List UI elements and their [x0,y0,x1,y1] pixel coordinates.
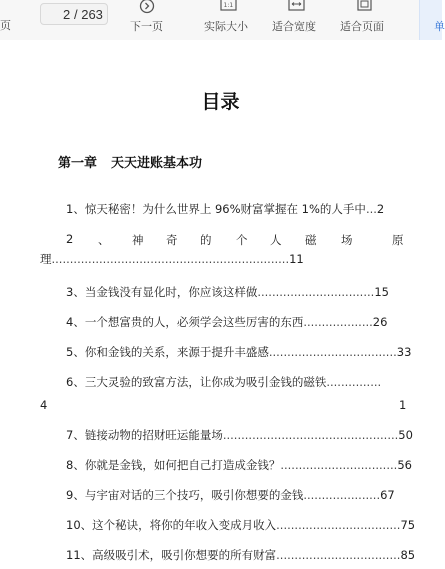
toc-entry-text: 1、惊天秘密！为什么世界上 96%财富掌握在 1%的人手中 [66,202,366,216]
toc-entry-page: 56 [397,458,412,472]
chapter-heading [58,152,202,171]
toc-entry-page: 2 [376,202,385,216]
toc-entry-line [66,375,381,389]
toc-entry-text: 4、一个想富贵的人，必须学会这些厉害的东西 [66,315,304,329]
toc-entry-text: 3、当金钱没有显化时，你应该这样做 [66,285,258,299]
toc-entry-continuation [40,252,304,266]
toc-entry-text: 理 [40,252,52,266]
toc-entry-dots: ............... [326,375,382,389]
page-title: 目录 [201,91,240,113]
page-number-input[interactable] [40,3,108,25]
toc-entry-page: 50 [398,428,413,442]
single-page-label-fragment: 单 [434,21,445,33]
toc-entry-page-part: 4 [40,398,48,412]
toc-entry-char: 奇 [166,233,178,247]
toc-entry-dots: ................................................ [222,428,399,442]
toc-entry[interactable] [66,488,395,502]
toc-entry-dots: .................................. [276,518,401,532]
toc-entry-text: 8、你就是金钱，如何把自己打造成金钱？ [66,458,281,472]
prev-page-label-fragment[interactable]: 页 [0,20,11,32]
current-page[interactable]: 2 [63,7,71,22]
toc-entry-text: 10、这个秘诀，将你的年收入变成月收入 [66,518,277,532]
toc-entry-char: 、 [98,233,110,247]
toc-entry-text: 6、三大灵验的致富方法，让你成为吸引金钱的磁铁 [66,375,327,389]
toc-entry-dots: .................................. [276,548,401,562]
single-page-button[interactable] [419,0,445,40]
toc-entry[interactable] [66,345,411,359]
fit-page-label: 适合页面 [340,21,384,33]
toc-entry-char: 神 [132,233,144,247]
toc-entry-dots: ................................................................. [51,252,290,266]
actual-size-label: 实际大小 [204,21,248,33]
toc-entry-char: 场 [341,233,353,247]
toc-entry-text: 11、高级吸引术，吸引你想要的所有财富 [66,548,277,562]
toc-entry-page: 85 [400,548,416,562]
next-page-button[interactable] [130,0,170,40]
toc-entry-char: 2 [66,232,74,246]
toc-entry[interactable] [66,202,384,216]
toc-entry-page: 67 [380,488,395,502]
toc-entry-text: 9、与宇宙对话的三个技巧，吸引你想要的金钱 [66,488,304,502]
toc-entry-dots: ... [365,202,377,216]
fit-page-button[interactable] [340,0,390,40]
toc-entry-char: 个 [236,233,248,247]
toc-entry-dots: ................................... [268,345,397,359]
toc-entry-char: 的 [200,233,212,247]
fit-page-icon [356,0,374,19]
total-pages: / 263 [74,7,103,22]
toc-entry[interactable] [66,285,389,299]
toc-entry[interactable] [66,458,412,472]
toc-entry-page: 11 [289,252,304,266]
toolbar [0,0,445,41]
toc-entry-dots: ................................ [257,285,375,299]
chapter-title: 天天进账基本功 [111,156,203,171]
actual-size-button[interactable] [204,0,254,40]
toc-entry-page: 26 [372,315,388,329]
chapter-number: 第一章 [58,156,98,171]
toc-entry-page: 33 [396,345,412,359]
toc-entry[interactable] [66,315,387,329]
document-page [0,40,441,569]
actual-size-icon [220,0,238,19]
fit-width-label: 适合宽度 [272,21,316,33]
toc-entry[interactable] [66,428,413,442]
toc-entry-char: 原 [392,233,404,247]
next-page-label: 下一页 [130,21,163,33]
toc-entry-char: 人 [270,233,282,247]
toc-entry-dots: ................................ [280,458,398,472]
svg-text:1:1: 1:1 [223,2,234,9]
toc-entry-text: 7、链接动物的招财旺运能量场 [66,428,223,442]
toc-entry-dots: ..................... [303,488,381,502]
toc-entry-char: 磁 [305,233,317,247]
toc-entry-dots: ................... [303,315,373,329]
toc-entry[interactable] [66,548,415,562]
toc-entry-page: 75 [400,518,416,532]
toc-entry[interactable] [66,518,415,532]
fit-width-icon [288,0,306,19]
toc-entry-page-part: 1 [399,398,407,412]
fit-width-button[interactable] [272,0,322,40]
toc-entry-page: 15 [374,285,389,299]
toc-entry-text: 5、你和金钱的关系，来源于提升丰盛感 [66,345,269,359]
